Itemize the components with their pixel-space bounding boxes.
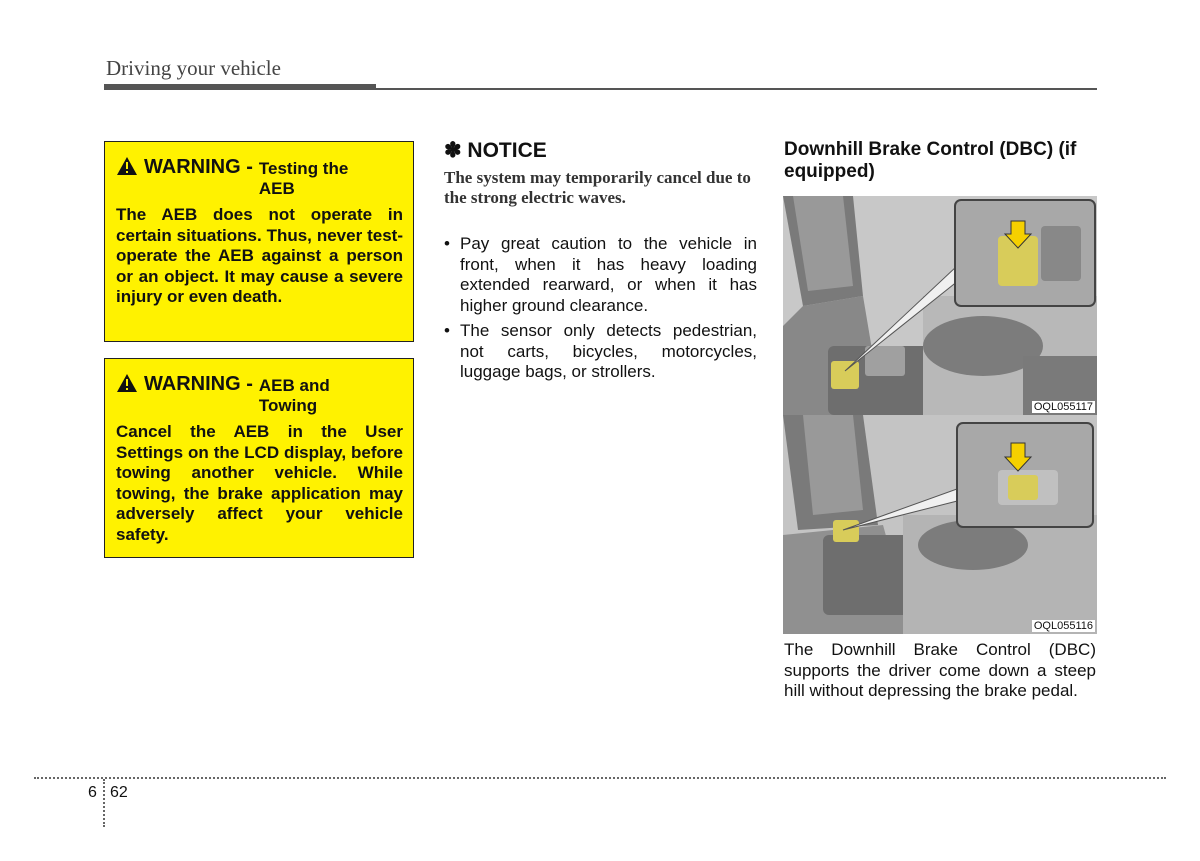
notice-title: ✽ NOTICE — [444, 139, 547, 162]
list-item — [444, 321, 757, 383]
list-item — [444, 234, 757, 316]
header-rule — [104, 88, 1097, 90]
photo-caption: OQL055117 — [1033, 401, 1093, 413]
warning-triangle-icon — [116, 156, 138, 176]
warning-box-aeb-towing — [104, 358, 414, 558]
warning-subject: AEB and Towing — [258, 376, 330, 415]
warning-triangle-icon — [116, 373, 138, 393]
warning-subject: Testing the AEB — [258, 159, 349, 198]
bullet-dot: • — [444, 321, 450, 340]
warning-heading — [116, 156, 403, 199]
console-illustration — [783, 196, 1097, 415]
dbc-photo-2 — [783, 415, 1097, 634]
dbc-description: The Downhill Brake Control (DBC) supports the driver come down a steep hill without depressing the brake pedal. — [784, 640, 1096, 700]
notice-bullet-list — [444, 234, 757, 388]
warning-label: WARNING - — [144, 373, 253, 395]
page-number: 62 — [110, 784, 128, 801]
bullet-dot: • — [444, 234, 450, 253]
dbc-section-title: Downhill Brake Control (DBC) (if equipped) — [784, 139, 1077, 182]
footer-divider — [103, 779, 105, 827]
chapter-number: 6 — [88, 784, 97, 801]
warning-label: WARNING - — [144, 156, 253, 178]
warning-heading — [116, 373, 403, 416]
dbc-photo-1 — [783, 196, 1097, 415]
footer-rule — [34, 777, 1166, 779]
warning-body: The AEB does not operate in certain situations. Thus, never test-operate the AEB against a person or an object. It may cause a severe injury or even death. — [116, 205, 403, 306]
warning-box-testing-aeb — [104, 141, 414, 342]
notice-subtitle: The system may temporarily cancel due to the strong electric waves. — [444, 168, 751, 207]
header-title: Driving your vehicle — [106, 56, 281, 80]
bullet-text: The sensor only detects pedestrian, not carts, bicycles, motorcycles, luggage bags, or strollers. — [460, 321, 757, 381]
photo-caption: OQL055116 — [1033, 620, 1093, 632]
warning-body: Cancel the AEB in the User Settings on the LCD display, before towing another vehicle. While towing, the brake application may adversely affect your vehicle safety. — [116, 422, 403, 544]
bullet-text: Pay great caution to the vehicle in front, when it has heavy loading extended rearward, or when it has higher ground clearance. — [460, 234, 757, 315]
console-illustration — [783, 415, 1097, 634]
